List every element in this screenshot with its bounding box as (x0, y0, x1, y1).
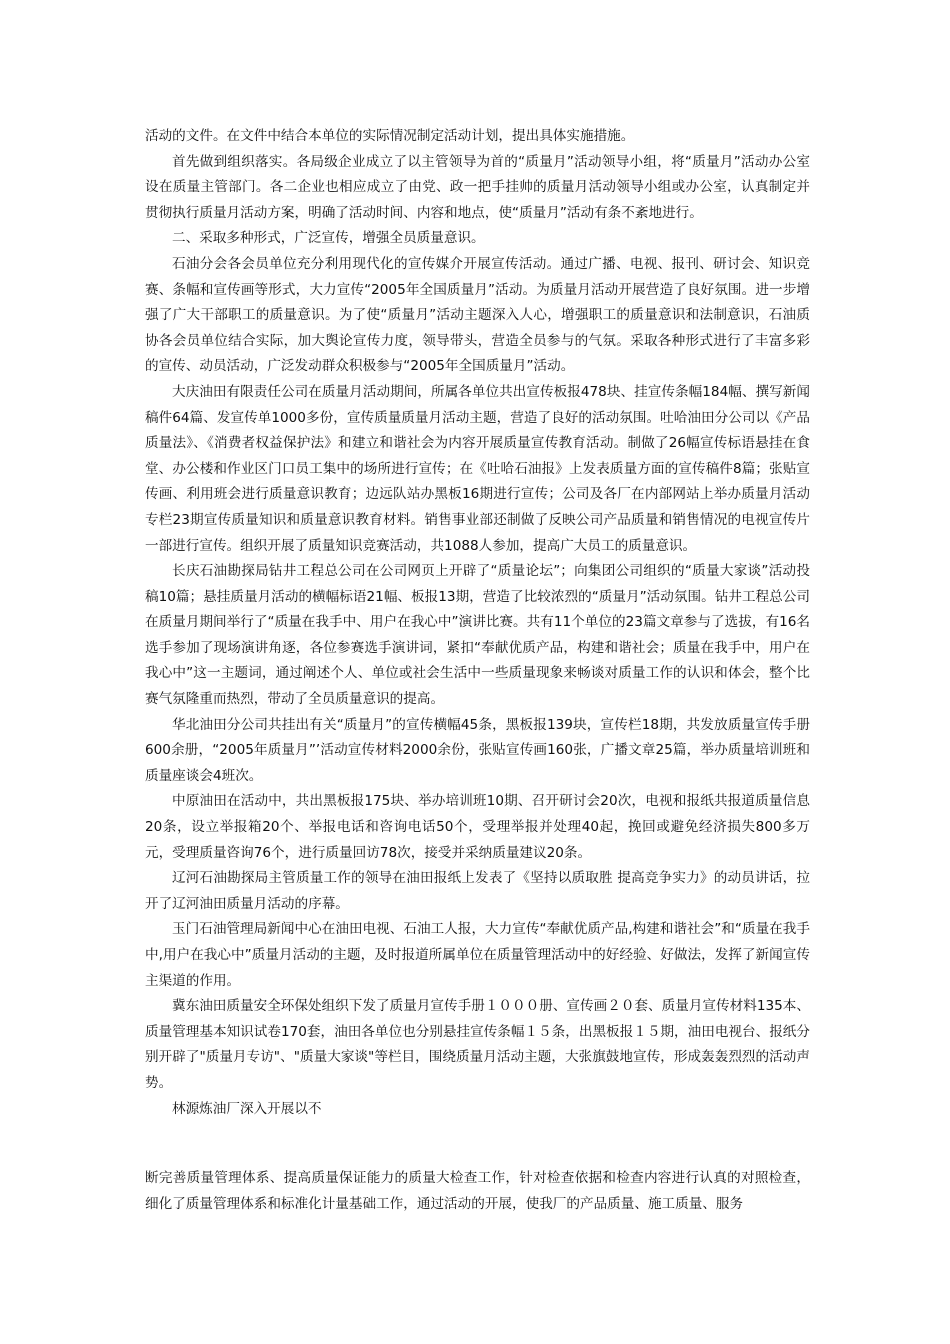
paragraph-5: 长庆石油勘探局钻井工程总公司在公司网页上开辟了“质量论坛”；向集团公司组织的“质量大家谈”活动投稿10篇；悬挂质量月活动的横幅标语21幅、板报13期，营造了比较浓烈的“质量月”活动氛围。钻井工程总公司在质量月期间举行了“质量在我手中、用户在我心中”演讲比赛。共有11个单位的23篇文章参与了选拔，有16名选手参加了现场演讲角逐，各位参赛选手演讲词，紧扣“奉献优质产品，构建和谐社会；质量在我手中，用户在我心中”这一主题词，通过阐述个人、单位或社会生活中一些质量现象来畅谈对质量工作的认识和体会，整个比赛气氛隆重而热烈，带动了全员质量意识的提高。 (145, 563, 810, 708)
paragraph-8: 辽河石油勘探局主管质量工作的领导在油田报纸上发表了《坚持以质取胜 提高竞争实力》的动员讲话，拉开了辽河油田质量月活动的序幕。 (145, 870, 810, 912)
paragraph-4: 大庆油田有限责任公司在质量月活动期间，所属各单位共出宣传板报478块、挂宣传条幅184幅、撰写新闻稿件64篇、发宣传单1000多份，宣传质量质量月活动主题，营造了良好的活动氛围。吐哈油田分公司以《产品质量法》、《消费者权益保护法》和建立和谐社会为内容开展质量宣传教育活动。制做了26幅宣传标语悬挂在食堂、办公楼和作业区门口员工集中的场所进行宣传；在《吐哈石油报》上发表质量方面的宣传稿件8篇；张贴宣传画、利用班会进行质量意识教育；边远队站办黑板16期进行宣传；公司及各厂在内部网站上举办质量月活动专栏23期宣传质量知识和质量意识教育材料。销售事业部还制做了反映公司产品质量和销售情况的电视宣传片一部进行宣传。组织开展了质量知识竞赛活动，共1088人参加，提高广大员工的质量意识。 (145, 383, 810, 554)
paragraph-9: 玉门石油管理局新闻中心在油田电视、石油工人报，大力宣传“奉献优质产品,构建和谐社会”和“质量在我手中,用户在我心中”质量月活动的主题，及时报道所属单位在质量管理活动中的好经验、好做法，发挥了新闻宣传主渠道的作用。 (145, 921, 810, 989)
paragraph-2: 首先做到组织落实。各局级企业成立了以主管领导为首的“质量月”活动领导小组，将“质量月”活动办公室设在质量主管部门。各二企业也相应成立了由党、政一把手挂帅的质量月活动领导小组或办公室，认真制定并贯彻执行质量月活动方案，明确了活动时间、内容和地点，使“质量月”活动有条不紊地进行。 (145, 153, 810, 221)
section-heading: 二、采取多种形式，广泛宣传，增强全员质量意识。 (172, 230, 485, 247)
paragraph-1: 活动的文件。在文件中结合本单位的实际情况制定活动计划，提出具体实施措施。 (145, 128, 635, 144)
paragraph-6: 华北油田分公司共挂出有关“质量月”的宣传横幅45条，黑板报139块，宣传栏18期，共发放质量宣传手册600余册，“2005年质量月”’活动宣传材料2000余份，张贴宣传画160张，广播文章25篇，举办质量培训班和质量座谈会4班次。 (145, 716, 810, 784)
paragraph-12: 断完善质量管理体系、提高质量保证能力的质量大检查工作，针对检查依据和检查内容进行认真的对照检查，细化了质量管理体系和标准化计量基础工作，通过活动的开展，使我厂的产品质量、施工质量、服务 (145, 1170, 810, 1212)
paragraph-11: 林源炼油厂深入开展以不 (172, 1100, 322, 1117)
paragraph-7: 中原油田在活动中，共出黑板报175块、举办培训班10期、召开研讨会20次，电视和报纸共报道质量信息20条，设立举报箱20个、举报电话和咨询电话50个，受理举报并处理40起，挽回或避免经济损失800多万元，受理质量咨询76个，进行质量回访78次，接受并采纳质量建议20条。 (145, 793, 810, 861)
document-body-continued (145, 1166, 810, 1217)
document-body (145, 124, 810, 1122)
paragraph-10: 冀东油田质量安全环保处组织下发了质量月宣传手册１０００册、宣传画２０套、质量月宣传材料135本、质量管理基本知识试卷170套，油田各单位也分别悬挂宣传条幅１５条，出黑板报１５期，油田电视台、报纸分别开辟了"质量月专访"、"质量大家谈"等栏目，围绕质量月活动主题，大张旗鼓地宣传，形成轰轰烈烈的活动声势。 (145, 998, 810, 1091)
paragraph-3: 石油分会各会员单位充分利用现代化的宣传媒介开展宣传活动。通过广播、电视、报刊、研讨会、知识竞赛、条幅和宣传画等形式，大力宣传“2005年全国质量月”活动。为质量月活动开展营造了良好氛围。进一步增强了广大干部职工的质量意识。为了使“质量月”活动主题深入人心，增强职工的质量意识和法制意识，石油质协各会员单位结合实际，加大舆论宣传力度，领导带头，营造全员参与的气氛。采取各种形式进行了丰富多彩的宣传、动员活动，广泛发动群众积极参与“2005年全国质量月”活动。 (145, 255, 810, 375)
